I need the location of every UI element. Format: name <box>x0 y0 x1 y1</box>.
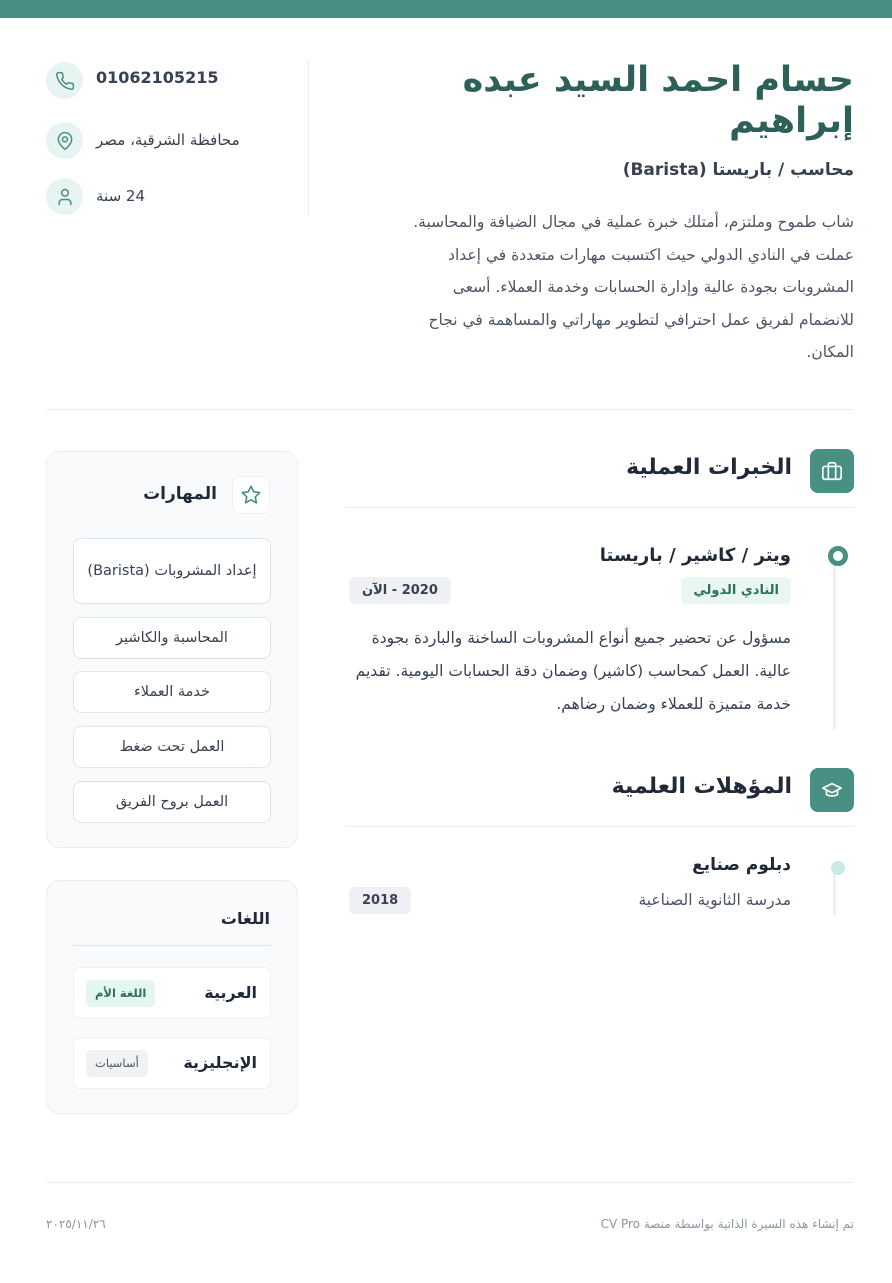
cv-header <box>46 60 854 370</box>
education-heading: المؤهلات العلمية <box>611 774 792 799</box>
location-pin-icon <box>46 122 83 159</box>
candidate-title: محاسب / باريستا (Barista) <box>622 160 854 180</box>
timeline-dot <box>831 861 845 875</box>
top-accent-bar <box>0 0 892 18</box>
contact-age <box>46 178 296 216</box>
location-text: محافظة الشرقية، مصر <box>96 131 240 149</box>
experience-section-header <box>346 449 854 499</box>
experience-heading-underline <box>346 507 854 508</box>
languages-heading: اللغات <box>220 909 270 928</box>
graduation-cap-icon <box>810 768 854 812</box>
experience-heading: الخبرات العملية <box>626 455 792 480</box>
skills-heading: المهارات <box>143 484 217 504</box>
education-school: مدرسة الثانوية الصناعية <box>638 891 791 909</box>
contact-location <box>46 122 296 160</box>
timeline-dot <box>828 546 848 566</box>
contact-phone <box>46 62 296 100</box>
job-period-badge: 2020 - الآن <box>349 577 451 604</box>
skill-pill: العمل بروح الفريق <box>73 781 271 823</box>
header-divider <box>46 409 854 410</box>
education-year-badge: 2018 <box>349 887 411 914</box>
phone-icon <box>46 62 83 99</box>
experience-timeline <box>833 560 836 730</box>
briefcase-icon <box>810 449 854 493</box>
skill-pill: العمل تحت ضغط <box>73 726 271 768</box>
job-description: مسؤول عن تحضير جميع أنواع المشروبات الساخنة والباردة بجودة عالية. العمل كمحاسب (كاشير) وضمان دقة الحسابات اليومية. تقديم خدمة متميزة للعملاء وضمان رضاهم. <box>355 629 791 713</box>
language-row <box>73 967 271 1019</box>
user-icon <box>46 178 83 215</box>
skill-pill: المحاسبة والكاشير <box>73 617 271 659</box>
education-degree: دبلوم صنايع <box>692 855 791 875</box>
language-level-badge: أساسيات <box>86 1050 148 1077</box>
company-badge: النادي الدولي <box>681 577 791 604</box>
job-title: ويتر / كاشير / باريستا <box>599 545 791 566</box>
languages-card <box>46 880 298 1114</box>
language-name: العربية <box>204 983 257 1002</box>
skills-card <box>46 451 298 848</box>
profile-summary: شاب طموح وملتزم، أمتلك خبرة عملية في مجال الضيافة والمحاسبة. عملت في النادي الدولي حيث اكتسبت مهارات متعددة في إعداد المشروبات بجودة عالية وإدارة الحسابات وخدمة العملاء. أسعى للانضمام لفريق عمل احترافي لتطوير مهاراتي والمساهمة في نجاح المكان. <box>413 213 854 361</box>
language-row <box>73 1037 271 1089</box>
footer-date: ٢٠٢٥/١١/٢٦ <box>46 1217 106 1231</box>
footer-divider <box>46 1182 854 1183</box>
languages-heading-underline <box>73 945 271 946</box>
contact-info <box>46 60 308 216</box>
language-name: الإنجليزية <box>183 1053 257 1072</box>
education-heading-underline <box>346 826 854 827</box>
skill-pill: خدمة العملاء <box>73 671 271 713</box>
language-level-badge: اللغة الأم <box>86 980 155 1007</box>
star-icon <box>232 476 270 514</box>
footer-credit: تم إنشاء هذه السيرة الذاتية بواسطة منصة CV Pro <box>600 1217 854 1231</box>
candidate-name: حسام احمد السيد عبده إبراهيم <box>462 60 854 141</box>
phone-number[interactable]: 01062105215 <box>96 68 219 87</box>
contact-divider <box>308 60 309 216</box>
age-text: 24 سنة <box>96 187 145 205</box>
education-timeline <box>833 868 836 916</box>
skill-pill: إعداد المشروبات (Barista) <box>73 538 271 604</box>
education-section-header <box>346 768 854 818</box>
